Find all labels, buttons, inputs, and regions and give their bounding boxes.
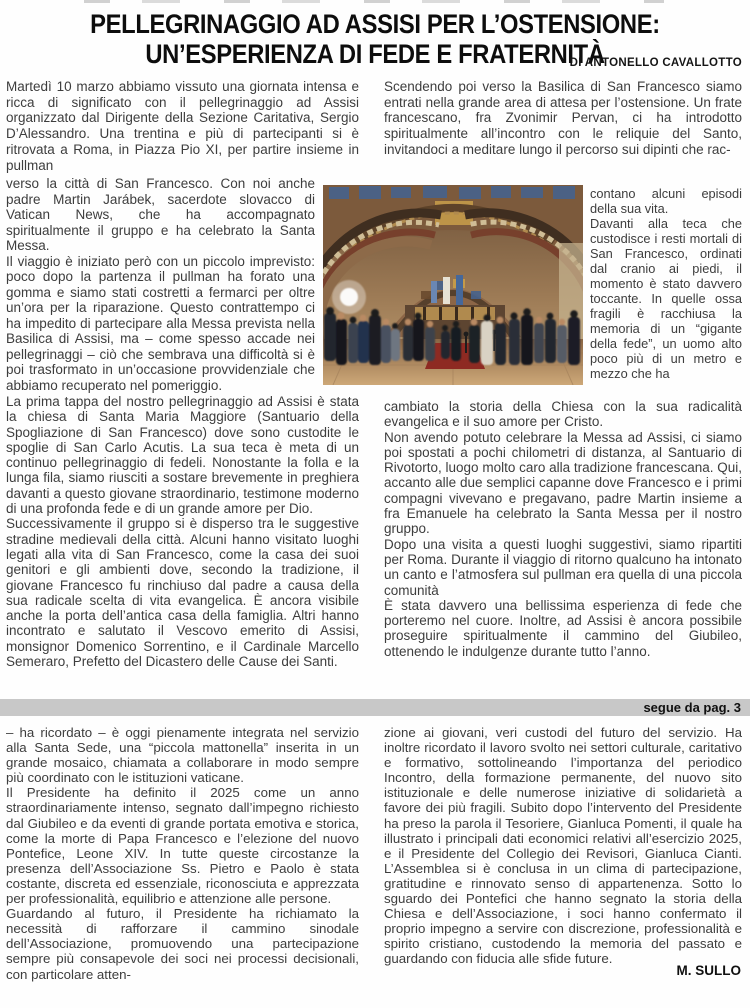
paragraph: verso la città di San Francesco. Con noi anche padre Martin Jarábek, sacerdote slovacco di Vatican News, che ha accompagnato spiritualmente il gruppo e ha celebrato la Santa Messa. bbox=[6, 176, 315, 253]
pilgrimage-right-bottom-block bbox=[384, 399, 742, 659]
article-title-line2: UN’ESPERIENZA DI FEDE E FRATERNITÀ bbox=[145, 39, 605, 69]
pilgrimage-left-wrap-block bbox=[6, 176, 315, 393]
paragraph: Dopo una visita a questi luoghi suggestivi, siamo ripartiti per Roma. Durante il viaggio di ritorno qualcuno ha intonato un canto e l’atmosfera sul pullman era quella di una piccola comunità bbox=[384, 536, 742, 598]
paragraph: zione ai giovani, veri custodi del futuro del servizio. Ha inoltre ricordato il lavoro svolto nei settori culturale, caritativo e formativo, sottolineando l’importanza del periodico Incontro, della formazione permanente, del nuovo sito istituzionale e delle numerose iniziative di solidarietà a favore dei più fragili. Subito dopo l’intervento del Presidente ha preso la parola il Tesoriere, Gianluca Pomenti, il quale ha illustrato i principali dati economici relativi all’esercizio 2025, e il Presidente del Collegio dei Revisori, Gianluca Cianti. L’Assemblea si è conclusa in un clima di partecipazione, gratitudine e rinnovato senso di appartenenza. Sotto lo sguardo dei Pontefici che hanno segnato la storia della Chiesa e dell’Associazione, i soci hanno confermato il proprio impegno a servire con discrezione, professionalità e spirito cristiano, custodendo la memoria del passato e guardando con fiducia alle sfide future. bbox=[384, 725, 742, 967]
paragraph: Il Presidente ha definito il 2025 come un anno straordinariamente intenso, segnato dall’impegno richiesto dal Giubileo e da eventi di grande portata emotiva e storica, come la morte di Papa Francesco e l’elezione del nuovo Pontefice, Leone XIV. In tutte queste circostanze la presenza dell’Associazione Ss. Pietro e Paolo è stata costante, discreta ed essenziale, riconosciuta e apprezzata per professionalità, equilibrio e attenzione alle persone. bbox=[6, 785, 359, 907]
paragraph: Scendendo poi verso la Basilica di San Francesco siamo entrati nella grande area di attesa per l’ostensione. Un frate francescano, fra Zvonimir Pervan, ci ha introdotto spiritualmente all’incontro con le reliquie del Santo, invitandoci a meditare lungo il percorso sui dipinti che rac- bbox=[384, 79, 742, 157]
byline: DI ANTONELLO CAVALLOTTO bbox=[569, 57, 742, 69]
pilgrimage-left-intro-block bbox=[6, 79, 359, 173]
continuation-banner bbox=[0, 699, 750, 716]
assembly-left-column bbox=[6, 725, 359, 982]
basilica-photo bbox=[323, 185, 583, 385]
paragraph: È stata davvero una bellissima esperienza di fede che porteremo nel cuore. Inoltre, ad Assisi è ancora possibile proseguire spiritualmente il cammino del Giubileo, ottenendo le indulgenze durante tutto l’anno. bbox=[384, 597, 742, 659]
pilgrimage-right-intro-block bbox=[384, 79, 742, 158]
paragraph: Il viaggio è iniziato però con un piccolo imprevisto: poco dopo la partenza il pullman ha forato una gomma e siamo stati costretti a fermarci per oltre un’ora per la riparazione. Questo contrattempo ci ha impedito di partecipare alla Messa prevista nella Basilica di Assisi, ma – come spesso accade nei pellegrinaggi – ciò che sembrava una difficoltà si è poi trasformato in un’occasione provvidenziale che abbiamo recuperato nel pomeriggio. bbox=[6, 253, 315, 393]
assembly-right-column bbox=[384, 725, 742, 967]
paragraph: cambiato la storia della Chiesa con la sua radicalità evangelica e il suo amore per Cristo. bbox=[384, 399, 742, 430]
paragraph: Martedì 10 marzo abbiamo vissuto una giornata intensa e ricca di significato con il pellegrinaggio ad Assisi organizzato dal Dirigente della Sezione Caritativa, Sergio D’Alessandro. Una trentina e più di partecipanti si è ritrovata a Roma, in Piazza Pio XI, per partire insieme in pullman bbox=[6, 79, 359, 173]
paragraph: Successivamente il gruppo si è disperso tra le suggestive stradine medievali della città. Alcuni hanno visitato luoghi legati alla vita di San Francesco, come la casa dei suoi genitori e gli ambienti dove, secondo la tradizione, il giovane Francesco fu rinchiuso dal padre a causa della sua radicale scelta di vita evangelica. È ancora visibile anche la porta dell’antica casa della famiglia. Altri hanno incontrato e salutato il Vescovo emerito di Assisi, monsignor Domenico Sorrentino, e il Cardinale Marcello Semeraro, Prefetto del Dicastero delle Cause dei Santi. bbox=[6, 516, 359, 670]
pilgrimage-right-wrap-block bbox=[590, 186, 742, 381]
paragraph: La prima tappa del nostro pellegrinaggio ad Assisi è stata la chiesa di Santa Maria Maggiore (Santuario della Spogliazione di San Francesco) dove sono custodite le spoglie di San Carlo Acutis. La sua teca è meta di un continuo pellegrinaggio di fedeli. Nonostante la folla e la lunga fila, siamo riusciti a sostare brevemente in preghiera davanti a questo giovane straordinario, testimone moderno di una profonda fede e di un grande amore per Dio. bbox=[6, 394, 359, 517]
paragraph: contano alcuni episodi della sua vita. bbox=[590, 186, 742, 216]
continuation-banner-label: segue da pag. 3 bbox=[643, 700, 741, 715]
paragraph: – ha ricordato – è oggi pienamente integrata nel servizio alla Santa Sede, una “piccola mattonella” inserita in un grande mosaico, chiamata a collaborare in modo sempre più coordinato con le istituzioni vaticane. bbox=[6, 725, 359, 786]
paragraph: Davanti alla teca che custodisce i resti mortali di San Francesco, ordinati dal cranio ai piedi, il momento è stato davvero toccante. In quelle ossa fragili è racchiusa la memoria di un “gigante della fede”, un uomo alto poco più di un metro e mezzo che ha bbox=[590, 216, 742, 381]
paragraph: Guardando al futuro, il Presidente ha richiamato la necessità di rafforzare il cammino sinodale dell’Associazione, promuovendo una partecipazione sempre più consapevole dei soci nei processi decisionali, con particolare atten- bbox=[6, 906, 359, 982]
paragraph: Non avendo potuto celebrare la Messa ad Assisi, ci siamo poi spostati a pochi chilometri di distanza, al Santuario di Rivotorto, luogo molto caro alla tradizione francescana. Qui, accanto alle due semplici capanne dove Francesco e i primi compagni vivevano e pregavano, padre Martin insieme a fra Emanuele ha celebrato la Santa Messa per il nostro gruppo. bbox=[384, 429, 742, 537]
page-top-crop-artifact bbox=[84, 0, 664, 3]
article-title-line1: PELLEGRINAGGIO AD ASSISI PER L’OSTENSIONE: bbox=[90, 9, 660, 39]
basilica-interior-illustration bbox=[323, 185, 583, 385]
pilgrimage-left-bottom-block bbox=[6, 394, 359, 669]
author-signature: M. SULLO bbox=[676, 963, 741, 978]
